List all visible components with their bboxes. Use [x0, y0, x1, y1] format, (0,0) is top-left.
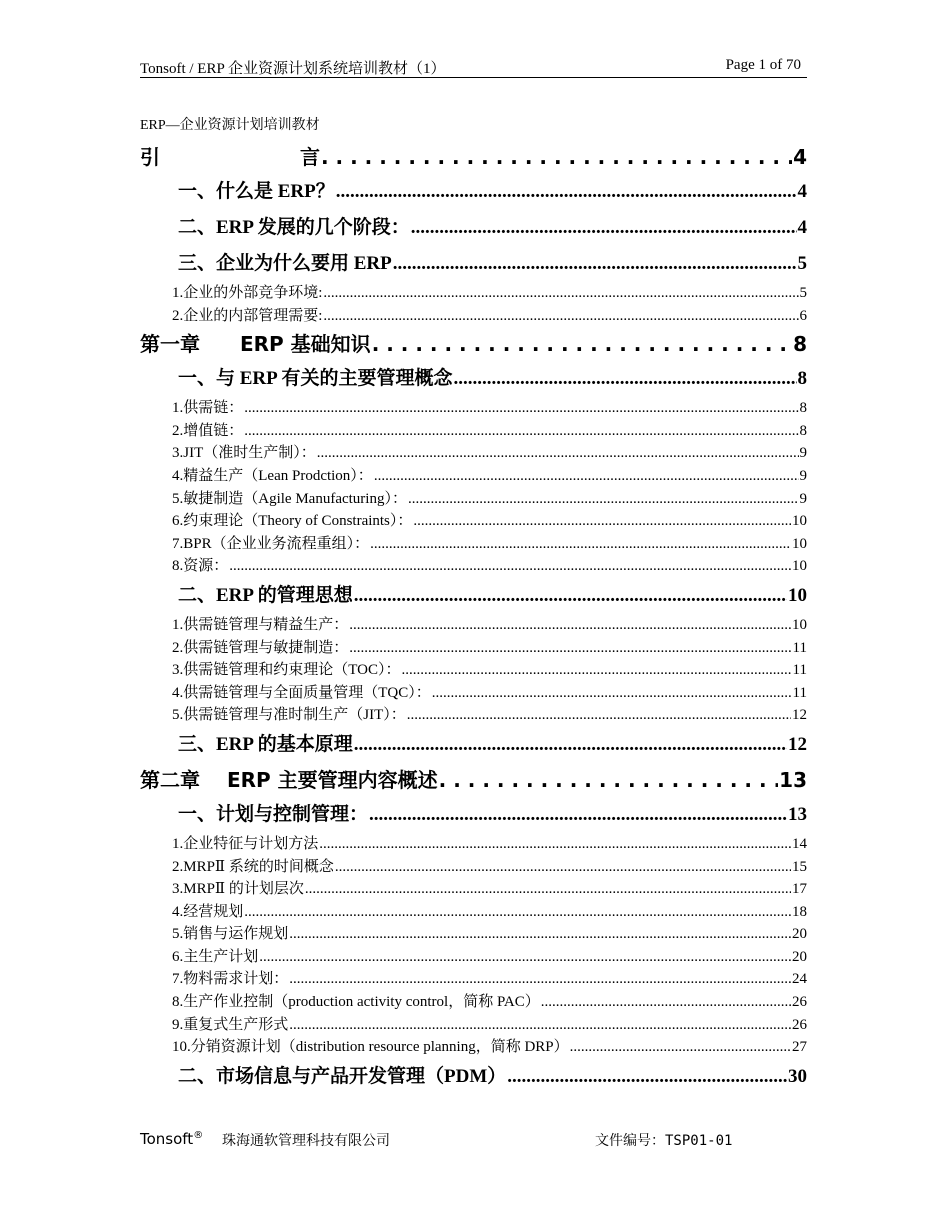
toc-entry-page: 10 [792, 535, 807, 552]
toc-entry-page: 4 [793, 145, 807, 169]
toc-entry-page: 8 [797, 368, 807, 390]
dot-leader [289, 968, 791, 991]
toc-entry-page: 5 [799, 285, 807, 301]
dot-leader [349, 614, 791, 637]
dot-leader [453, 361, 796, 397]
toc-entry-level3[interactable] [140, 968, 807, 991]
document-title: ERP—企业资源计划培训教材 [140, 118, 320, 133]
toc-entry-page: 10 [792, 513, 807, 530]
dot-leader [323, 282, 798, 305]
toc-entry-level3[interactable] [140, 833, 807, 856]
toc-entry-level2[interactable] [140, 361, 807, 397]
toc-entry-level3[interactable] [140, 1036, 807, 1059]
toc-entry-level3[interactable] [140, 856, 807, 879]
dot-leader [336, 174, 797, 210]
dot-leader [289, 923, 791, 946]
toc-entry-page: 12 [788, 733, 807, 755]
toc-entry-level3[interactable] [140, 465, 807, 488]
toc-entry-page: 12 [792, 707, 807, 724]
dot-leader [354, 578, 787, 614]
dot-leader [411, 210, 797, 246]
toc-entry-level3[interactable] [140, 614, 807, 637]
toc-entry-title: 一、什么是 ERP？ [178, 181, 335, 202]
toc-entry-page: 8 [799, 400, 807, 417]
toc-entry-title: 8.资源： [172, 558, 229, 575]
toc-entry-page: 11 [792, 662, 807, 679]
page-number: Page 1 of 70 [725, 57, 801, 73]
toc-entry-page: 5 [797, 253, 807, 274]
toc-entry-level1[interactable] [140, 327, 807, 361]
toc-entry-title: 第二章 ERP 主要管理内容概述 [140, 767, 438, 792]
toc-entry-title: 2.企业的内部管理需要: [172, 307, 323, 324]
header-title: Tonsoft / ERP 企业资源计划系统培训教材（1） [140, 61, 446, 77]
toc-entry-level3[interactable] [140, 682, 807, 705]
toc-entry-title: 6.约束理论（Theory of Constraints）： [172, 513, 413, 530]
dot-leader [321, 140, 792, 174]
toc-entry-page: 26 [792, 994, 807, 1011]
page-footer [140, 1130, 807, 1152]
dot-leader [244, 397, 798, 420]
dot-leader [432, 682, 792, 705]
toc-entry-level3[interactable] [140, 878, 807, 901]
toc-entry-title: 3.MRPⅡ 的计划层次 [172, 881, 304, 898]
toc-entry-title: 8.生产作业控制（production activity control，简称 PAC） [172, 994, 540, 1011]
toc-entry-level3[interactable] [140, 510, 807, 533]
toc-entry-level3[interactable] [140, 923, 807, 946]
dot-leader [229, 555, 791, 578]
toc-entry-level3[interactable] [140, 555, 807, 578]
toc-entry-title: 5.敏捷制造（Agile Manufacturing）： [172, 490, 407, 507]
toc-entry-page: 8 [799, 422, 807, 439]
toc-entry-level3[interactable] [140, 420, 807, 443]
toc-entry-level3[interactable] [140, 1014, 807, 1037]
toc-entry-level3[interactable] [140, 637, 807, 660]
toc-entry-level1[interactable] [140, 763, 807, 797]
toc-entry-level3[interactable] [140, 946, 807, 969]
toc-entry-title: 5.供需链管理与准时制生产（JIT）： [172, 707, 406, 724]
toc-entry-level3[interactable] [140, 991, 807, 1014]
toc-entry-level3[interactable] [140, 901, 807, 924]
toc-entry-page: 17 [792, 881, 807, 898]
toc-entry-level3[interactable] [140, 704, 807, 727]
toc-entry-page: 10 [792, 558, 807, 575]
toc-entry-title: 第一章 ERP 基础知识 [140, 332, 371, 357]
dot-leader [393, 246, 797, 282]
toc-entry-level2[interactable] [140, 174, 807, 210]
toc-entry-title: 2.增值链： [172, 422, 244, 439]
dot-leader [369, 797, 787, 833]
toc-entry-level3[interactable] [140, 282, 807, 305]
toc-entry-level3[interactable] [140, 533, 807, 556]
toc-entry-page: 20 [792, 948, 807, 965]
toc-entry-title: 一、计划与控制管理： [178, 803, 369, 825]
toc-entry-page: 9 [799, 467, 807, 484]
dot-leader [349, 637, 791, 660]
toc-entry-level1[interactable] [140, 140, 807, 174]
toc-entry-title: 1.企业的外部竞争环境: [172, 285, 323, 301]
toc-entry-page: 8 [793, 332, 807, 357]
toc-entry-level3[interactable] [140, 488, 807, 511]
toc-entry-page: 11 [792, 684, 807, 701]
toc-entry-title: 1.企业特征与计划方法 [172, 835, 319, 852]
footer-company: 珠海通软管理科技有限公司 [222, 1133, 390, 1149]
toc-entry-page: 4 [797, 181, 807, 202]
toc-entry-page: 15 [792, 858, 807, 875]
toc-entry-title: 6.主生产计划 [172, 948, 259, 965]
toc-entry-title: 3.供需链管理和约束理论（TOC）： [172, 662, 401, 679]
footer-brand: Tonsoft® [140, 1130, 204, 1148]
dot-leader [408, 488, 799, 511]
dot-leader [323, 305, 798, 328]
toc-entry-page: 13 [788, 803, 807, 825]
toc-entry-page: 6 [799, 307, 807, 324]
toc-entry-page: 4 [797, 217, 807, 238]
dot-leader [335, 856, 791, 879]
dot-leader [244, 901, 791, 924]
footer-document-number: 文件编号：TSP01-01 [595, 1133, 733, 1149]
toc-entry-title: 2.MRPⅡ 系统的时间概念 [172, 858, 334, 875]
toc-entry-title: 3.JIT（准时生产制）： [172, 445, 316, 462]
toc-entry-level2[interactable] [140, 246, 807, 282]
dot-leader [317, 442, 799, 465]
dot-leader [570, 1036, 791, 1059]
toc-entry-page: 20 [792, 926, 807, 943]
toc-entry-level3[interactable] [140, 659, 807, 682]
toc-entry-title: 9.重复式生产形式 [172, 1016, 289, 1033]
dot-leader [370, 533, 791, 556]
toc-entry-page: 9 [799, 445, 807, 462]
toc-entry-title: 2.供需链管理与敏捷制造： [172, 639, 349, 656]
toc-entry-level2[interactable] [140, 578, 807, 614]
toc-entry-level3[interactable] [140, 305, 807, 328]
toc-entry-title: 一、与 ERP 有关的主要管理概念 [178, 368, 453, 390]
toc-entry-page: 27 [792, 1039, 807, 1056]
dot-leader [401, 659, 791, 682]
toc-entry-title: 4.精益生产（Lean Prodction）： [172, 467, 373, 484]
dot-leader [372, 327, 792, 361]
toc-entry-title: 7.BPR（企业业务流程重组）： [172, 535, 370, 552]
dot-leader [305, 878, 791, 901]
toc-entry-level2[interactable] [140, 727, 807, 763]
dot-leader [259, 946, 791, 969]
toc-entry-level3[interactable] [140, 397, 807, 420]
dot-leader [407, 704, 791, 727]
toc-entry-level2[interactable] [140, 210, 807, 246]
dot-leader [244, 420, 798, 443]
toc-entry-title: 4.经营规划 [172, 903, 244, 920]
dot-leader [413, 510, 791, 533]
toc-entry-page: 13 [779, 767, 807, 792]
toc-entry-page: 10 [792, 616, 807, 633]
toc-entry-page: 26 [792, 1016, 807, 1033]
toc-entry-page: 18 [792, 903, 807, 920]
toc-entry-page: 14 [792, 835, 807, 852]
registered-mark: ® [193, 1130, 204, 1141]
page-header [140, 55, 807, 78]
toc-entry-title: 5.销售与运作规划 [172, 926, 289, 943]
toc-entry-title: 二、ERP 的管理思想 [178, 584, 353, 606]
toc-entry-page: 30 [788, 1065, 807, 1087]
dot-leader [374, 465, 799, 488]
toc-entry-level2[interactable] [140, 797, 807, 833]
toc-entry-title: 三、ERP 的基本原理 [178, 733, 353, 755]
toc-entry-title: 10.分销资源计划（distribution resource planning，简称 DRP） [172, 1039, 569, 1056]
toc-entry-title: 1.供需链管理与精益生产： [172, 616, 349, 633]
toc-entry-title: 7.物料需求计划： [172, 971, 289, 988]
toc-entry-page: 9 [799, 490, 807, 507]
toc-entry-title: 三、企业为什么要用 ERP [178, 253, 392, 274]
toc-entry-level3[interactable] [140, 442, 807, 465]
toc-entry-page: 11 [792, 639, 807, 656]
toc-entry-title: 引 言 [140, 145, 320, 169]
table-of-contents [140, 140, 807, 1095]
toc-entry-page: 10 [788, 584, 807, 606]
toc-entry-page: 24 [792, 971, 807, 988]
dot-leader [289, 1014, 791, 1037]
toc-entry-level2[interactable] [140, 1059, 807, 1095]
toc-entry-title: 1.供需链： [172, 400, 244, 417]
dot-leader [354, 727, 787, 763]
toc-entry-title: 二、市场信息与产品开发管理（PDM） [178, 1065, 507, 1087]
dot-leader [319, 833, 791, 856]
dot-leader [439, 763, 779, 797]
dot-leader [541, 991, 791, 1014]
toc-entry-title: 二、ERP 发展的几个阶段： [178, 217, 410, 238]
dot-leader [507, 1059, 787, 1095]
toc-entry-title: 4.供需链管理与全面质量管理（TQC）： [172, 684, 431, 701]
